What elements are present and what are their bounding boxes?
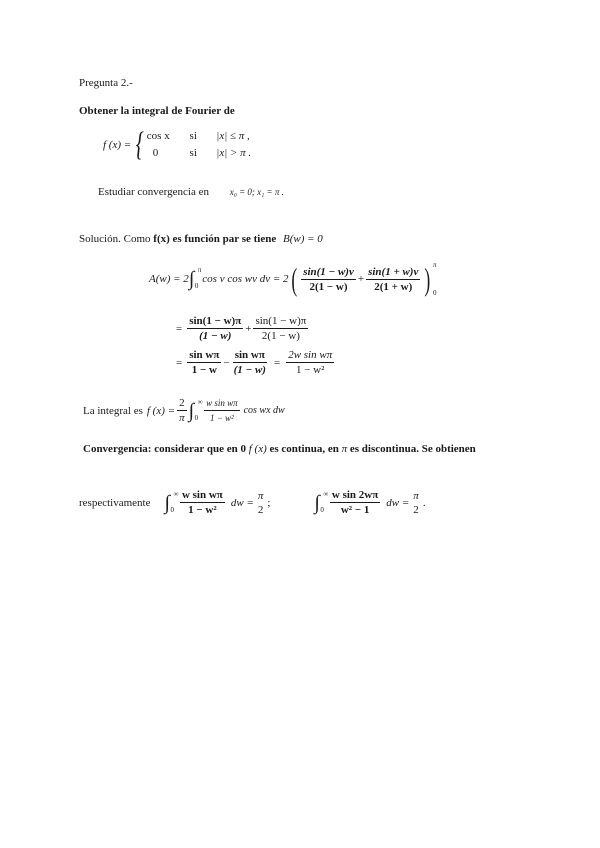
step1-fraction-1-denominator: (1 − w) [199,330,232,342]
solution-text-b: f(x) es función par se tiene [153,233,277,245]
step2-fraction-3-denominator: 1 − w² [295,364,325,376]
step1-fraction-1 [187,315,243,342]
integral-coefficient-numerator: 2 [179,397,185,409]
convergence-text-a: considerar que en 0 [154,443,246,455]
result1-separator: ; [267,496,271,509]
a-coefficient-equation [149,261,437,297]
result2-rhs [411,490,421,516]
evaluation-upper: π [433,261,437,269]
integral-tail: cos wx dw [243,405,285,416]
result1-denominator: 1 − w² [188,504,217,516]
study-points: x₀ = 0; x₁ = π . [229,187,284,197]
integral-fraction-denominator: 1 − w² [209,413,234,423]
results-label: respectivamente [79,496,151,509]
result2-numerator: w sin 2wπ [331,489,379,501]
step1-fraction-2-denominator: 2(1 − w) [261,330,300,342]
convergence-fx: f (x) [248,443,267,455]
solution-line [79,233,323,245]
step1-plus: + [245,322,252,335]
case1-expression: cos x [146,130,170,142]
integral-upper-limit: ∞ [197,397,203,406]
case2-expression: 0 [152,147,159,159]
fourier-integral-line [83,397,285,424]
result2-rhs-numerator: π [413,489,419,502]
step2-equals: = [176,356,183,369]
result1-rhs-denominator: 2 [257,503,264,516]
a-fraction-2 [366,266,420,293]
integral-sign: ∫ ∞ 0 [188,397,203,422]
case-row-1 [147,128,251,145]
result1-lower-limit: 0 [170,505,174,514]
a-lhs: A(w) = 2 [149,273,189,285]
result1-dw: dw = [230,496,254,509]
a-fraction-2-denominator: 2(1 + w) [374,280,413,293]
convergence-text-b: es continua, en [269,443,339,455]
case2-condition-word: si [189,147,197,159]
integral-text: La integral es [83,404,143,417]
question-title: Pregunta 2.- [79,77,133,89]
result2-end: . [422,496,426,509]
a-fraction-1-numerator: sin(1 − w)v [303,265,354,278]
problem-statement: Obtener la integral de Fourier de [79,105,235,117]
result1-numerator: w sin wπ [181,489,223,501]
result2-fraction [330,489,380,516]
left-brace: { [135,126,145,163]
integral-lower-limit: 0 [194,282,199,290]
result2-upper-limit: ∞ [323,489,329,498]
step2-fraction-2 [232,349,268,376]
a-plus: + [357,273,365,285]
step2-minus: − [223,356,230,369]
result2-denominator: w² − 1 [340,504,370,516]
integral-lhs: f (x) = [146,404,176,417]
result2-integral-sign: ∫ ∞ 0 [314,489,329,514]
step1-fraction-2-numerator: sin(1 − w)π [255,315,307,327]
step-2-equation [176,349,336,376]
left-paren: ( [290,261,297,297]
step1-fraction-1-numerator: sin(1 − w)π [189,315,242,327]
function-definition [103,128,251,162]
convergence-text-c: es discontinua. Se obtienen [349,443,476,455]
result2-dw: dw = [386,496,410,509]
solution-label: Solución. [79,233,121,245]
step2-fraction-1-denominator: 1 − w [191,364,217,376]
result1-integral-sign: ∫ ∞ 0 [164,489,179,514]
convergence-line [83,443,476,455]
case2-condition: |x| > π . [216,147,252,159]
evaluation-lower: 0 [433,289,437,297]
step2-fraction-1 [187,349,221,376]
step1-equals: = [176,322,183,335]
integral-lower-limit: 0 [194,413,199,422]
results-line [79,489,426,516]
step2-fraction-1-numerator: sin wπ [189,349,220,361]
a-fraction-2-numerator: sin(1 + w)v [368,265,419,278]
convergence-pi: π [341,443,348,455]
step2-fraction-2-denominator: (1 − w) [233,364,266,376]
function-lhs: f (x) = [103,139,132,151]
result1-rhs-numerator: π [257,489,264,502]
result2-lower-limit: 0 [320,505,324,514]
evaluation-limits [433,261,437,297]
case-row-2 [147,145,251,162]
step2-fraction-3-numerator: 2w sin wπ [288,349,333,361]
result1-upper-limit: ∞ [173,489,179,498]
b-coefficient: B(w) = 0 [282,233,323,245]
result1-fraction [180,489,225,516]
convergence-label: Convergencia: [83,443,152,455]
step2-fraction-2-numerator: sin wπ [234,349,265,361]
step-1-equation [176,315,310,342]
result1-rhs [256,490,266,516]
case1-condition: |x| ≤ π , [216,130,250,142]
step2-equals-2: = [273,356,281,369]
integral-fraction-numerator: w sin wπ [204,397,240,411]
step1-fraction-2 [253,315,308,342]
a-fraction-1 [301,266,356,293]
integral-sign: ∫ π 0 [188,266,202,290]
integral-coefficient [177,397,187,424]
integral-upper-limit: π [197,266,202,274]
a-fraction-1-denominator: 2(1 − w) [309,280,348,293]
integral-fraction [204,397,240,424]
study-convergence [98,186,284,198]
a-integrand: cos v cos wv dv = 2 [202,273,289,285]
right-paren: ) [424,261,431,297]
piecewise-cases [147,128,251,162]
integral-coefficient-denominator: π [179,412,185,424]
result2-rhs-denominator: 2 [413,503,419,516]
solution-text-a: Como [123,233,151,245]
case1-condition-word: si [189,130,197,142]
study-text: Estudiar convergencia en [98,186,209,198]
step2-fraction-3 [286,349,334,376]
